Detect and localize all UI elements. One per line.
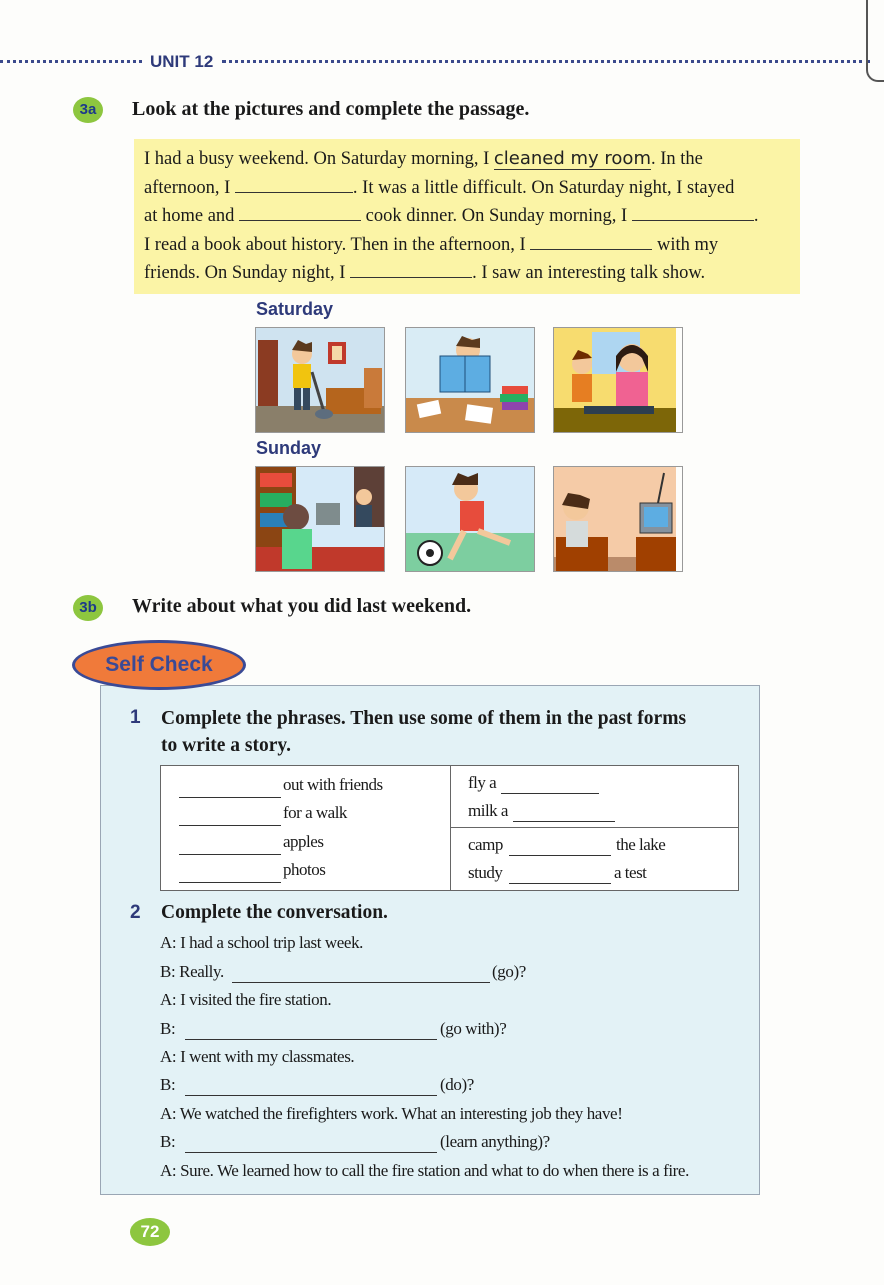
phrase-cell: milk a (468, 801, 508, 820)
handwritten-answer: cleaned my room (493, 148, 651, 169)
conversation-line: B: Really. (160, 962, 224, 981)
reading-book-picture (405, 327, 535, 433)
conversation-line: A: I had a school trip last week. (160, 933, 364, 952)
saturday-label: Saturday (256, 299, 334, 319)
conversation-line: A: Sure. We learned how to call the fire station and what to do when there is a fire. (160, 1161, 689, 1180)
question-2-instruction: Complete the conversation. (161, 902, 388, 923)
phrase-blank[interactable] (509, 855, 611, 856)
phrase-cell: for a walk (283, 803, 347, 822)
page-number: 72 (130, 1218, 170, 1246)
passage-line: I read a book about history. Then in the afternoon, I with my (144, 231, 790, 260)
phrase-blank[interactable] (509, 883, 611, 884)
conversation-blank[interactable] (185, 1152, 437, 1153)
phrase-blank[interactable] (513, 821, 615, 822)
self-check-title: Self Check (72, 640, 246, 690)
unit-label: UNIT 12 (146, 52, 217, 72)
exercise-3b-instruction: Write about what you did last weekend. (132, 595, 472, 617)
cleaning-room-picture (255, 327, 385, 433)
answer-blank[interactable] (350, 259, 472, 278)
passage-line: I had a busy weekend. On Saturday morning, I cleaned my room. In the (144, 148, 703, 169)
conversation-hint: (learn anything)? (440, 1132, 550, 1151)
conversation-line: B: (160, 1019, 176, 1038)
phrase-cell: the lake (616, 835, 666, 854)
phrase-cell: fly a (468, 773, 497, 792)
unit-header (0, 52, 870, 70)
cooking-dinner-picture (553, 327, 683, 433)
conversation-line: B: (160, 1075, 176, 1094)
playing-soccer-picture (405, 466, 535, 572)
phrase-cell: a test (614, 863, 647, 882)
conversation-blank[interactable] (185, 1039, 437, 1040)
answer-blank[interactable] (632, 202, 754, 221)
phrase-cell: apples (283, 832, 324, 851)
question-1-number: 1 (130, 707, 141, 728)
question-1-instruction: Complete the phrases. Then use some of them in the past forms to write a story. (161, 708, 687, 756)
passage-box (134, 139, 800, 294)
answer-blank[interactable] (530, 231, 652, 250)
conversation-hint: (go)? (492, 962, 526, 981)
exercise-3b-badge: 3b (73, 595, 103, 621)
exercise-3a-instruction: Look at the pictures and complete the passage. (132, 98, 530, 120)
conversation-blank[interactable] (185, 1095, 437, 1096)
passage-line: friends. On Sunday night, I . I saw an interesting talk show. (144, 259, 790, 288)
exercise-3a-badge: 3a (73, 97, 103, 123)
question-2-number: 2 (130, 902, 141, 923)
sunday-label: Sunday (256, 438, 322, 458)
conversation-hint: (do)? (440, 1075, 474, 1094)
watching-tv-picture (553, 466, 683, 572)
answer-blank[interactable] (239, 202, 361, 221)
phrase-blank[interactable] (179, 882, 281, 883)
phrase-blank[interactable] (179, 854, 281, 855)
conversation-line: A: I went with my classmates. (160, 1047, 355, 1066)
phrase-cell: study (468, 863, 503, 882)
phrase-blank[interactable] (501, 793, 599, 794)
conversation-line: A: We watched the firefighters work. What an interesting job they have! (160, 1104, 623, 1123)
answer-blank[interactable] (235, 174, 353, 193)
phrase-table (160, 765, 739, 891)
conversation-blank[interactable] (232, 982, 490, 983)
phrase-cell: camp (468, 835, 503, 854)
passage-line: at home and cook dinner. On Sunday morning, I . (144, 202, 790, 231)
phrase-cell: photos (283, 860, 326, 879)
phrase-blank[interactable] (179, 797, 281, 798)
page-corner-decoration (866, 0, 884, 82)
passage-line: afternoon, I . It was a little difficult. On Saturday night, I stayed (144, 174, 790, 203)
conversation-line: A: I visited the fire station. (160, 990, 332, 1009)
phrase-cell: out with friends (283, 775, 383, 794)
phrase-blank[interactable] (179, 825, 281, 826)
conversation-line: B: (160, 1132, 176, 1151)
conversation-hint: (go with)? (440, 1019, 507, 1038)
library-picture (255, 466, 385, 572)
